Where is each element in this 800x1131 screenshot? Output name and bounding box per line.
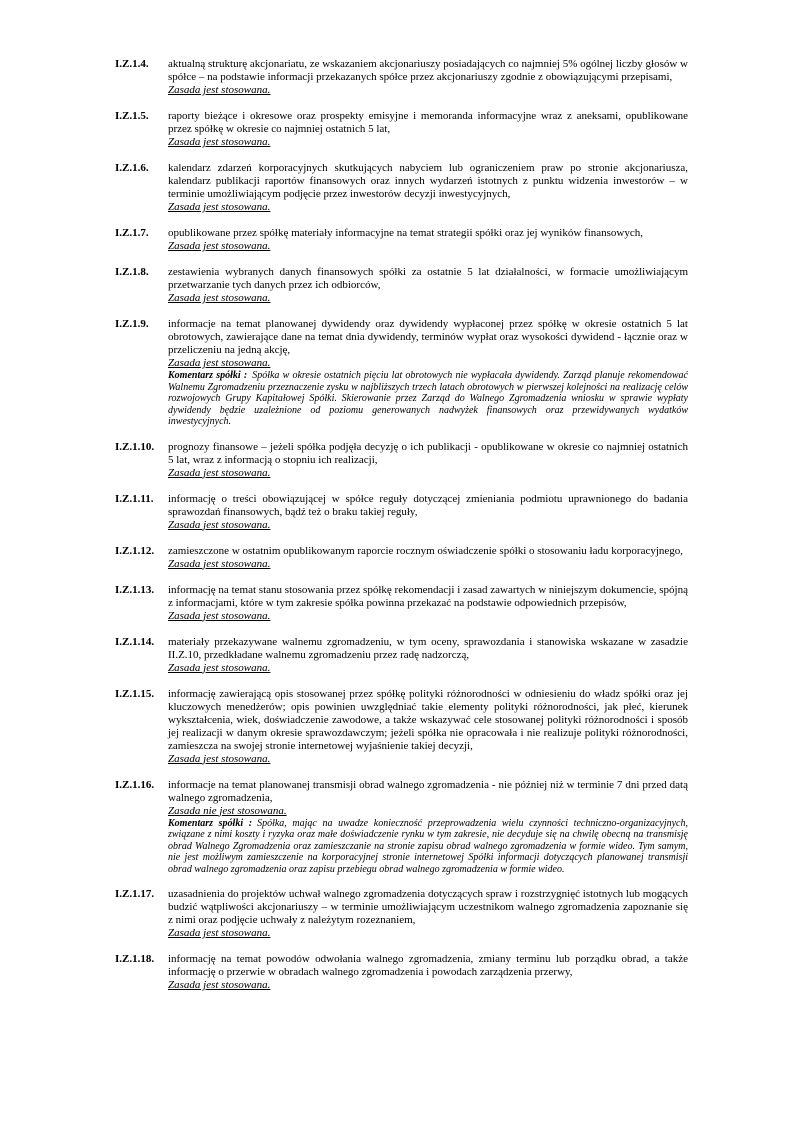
practice-item-body (168, 441, 688, 480)
comment-text: Spółka w okresie ostatnich pięciu lat obrotowych nie wypłacała dywidendy. Zarząd planuje rekomendować Walnemu Zgromadzeniu przeznaczenie zysku w najbliższych trzech latach obrotowych w pierwszej kolejności na realizację celów rozwojowych Grupy Kapitałowej Spółki. Skierowanie przez Zarząd do Walnego Zgromadzenia wniosku w sprawie wypłaty dywidendy będzie uzależnione od poziomu generowanych nadwyżek finansowych oraz przewidywanych wydatków inwestycyjnych. (168, 370, 688, 427)
practice-item-status: Zasada jest stosowana. (168, 752, 271, 765)
item-iz-1-6 (115, 162, 688, 214)
practice-item-number: I.Z.1.16. (115, 778, 155, 791)
practice-item-number: I.Z.1.10. (115, 440, 155, 453)
practice-item-text: aktualną strukturę akcjonariatu, ze wskazaniem akcjonariuszy posiadających co najmniej 5% ogólnej liczby głosów w spółce – na podstawie informacji przekazanych spółce przez akcjonariuszy zgodnie z obowiązującymi przepisami, (168, 58, 688, 83)
practice-item-status: Zasada jest stosowana. (168, 240, 271, 252)
practice-item-number: I.Z.1.11. (115, 492, 154, 505)
item-iz-1-4 (115, 58, 688, 97)
practice-item-comment (168, 370, 688, 428)
practice-item-text: zamieszczone w ostatnim opublikowanym raporcie rocznym oświadczenie spółki o stosowaniu ładu korporacyjnego, (168, 544, 684, 557)
practice-item-number: I.Z.1.7. (115, 227, 149, 239)
comment-text: Spółka, mając na uwadze konieczność przeprowadzenia wielu czynności techniczno-organizacyjnych, związane z nimi koszty i ryzyka oraz małe doświadczenie rynku w tym zakresie, nie decyduje się na chwilę obecną na transmisję obrad Walnego Zgromadzenia oraz zamieszczanie na stronie zapisu obrad walnego zgromadzenia w formie wideo. Tym samym, nie jest możliwym zamieszczenie na korporacyjnej stronie internetowej Spółki informacji dotyczących planowanej transmisji obrad walnego zgromadzenia oraz zapisu przebiegu obrad walnego zgromadzenia w formie wideo. (168, 817, 688, 875)
practice-item-body (168, 110, 688, 149)
practice-item-status: Zasada jest stosowana. (168, 557, 271, 570)
practice-item-number: I.Z.1.6. (115, 162, 149, 174)
item-iz-1-13 (115, 584, 688, 623)
practice-item-text: uzasadnienia do projektów uchwał walnego zgromadzenia dotyczących spraw i rozstrzygnięć istotnych lub mogących budzić wątpliwości akcjonariuszy – w terminie umożliwiającym uczestnikom walnego zgromadzenia zapoznanie się z nimi oraz podjęcie uchwały z należytym rozeznaniem, (168, 888, 688, 926)
practice-item-number: I.Z.1.13. (115, 583, 155, 596)
practice-item-text: materiały przekazywane walnemu zgromadzeniu, w tym oceny, sprawozdania i stanowiska wskazane w zasadzie II.Z.10, przedkładane walnemu zgromadzeniu przez radę nadzorczą, (168, 635, 688, 661)
practice-item-body (168, 162, 688, 214)
practice-item-number: I.Z.1.9. (115, 318, 149, 330)
practice-item-text: prognozy finansowe – jeżeli spółka podjęła decyzję o ich publikacji - opublikowane w okresie co najmniej ostatnich 5 lat, wraz z informacją o stopniu ich realizacji, (168, 440, 688, 466)
practice-item-number: I.Z.1.5. (115, 110, 149, 122)
practice-item-body (168, 953, 688, 992)
practice-item-text: zestawienia wybranych danych finansowych spółki za ostatnie 5 lat działalności, w formacie umożliwiającym przetwarzanie tych danych przez ich odbiorców, (168, 266, 688, 291)
practice-item-body (168, 266, 688, 305)
item-iz-1-12 (115, 545, 688, 571)
practice-item-body (168, 227, 688, 253)
item-iz-1-7 (115, 227, 688, 253)
practice-item-status: Zasada jest stosowana. (168, 518, 271, 531)
item-iz-1-9 (115, 318, 688, 428)
practice-item-text: opublikowane przez spółkę materiały informacyjne na temat strategii spółki oraz jej wyników finansowych, (168, 227, 643, 239)
item-iz-1-15 (115, 688, 688, 766)
item-iz-1-18 (115, 953, 688, 992)
item-iz-1-11 (115, 493, 688, 532)
practice-item-text: informację na temat stanu stosowania przez spółkę rekomendacji i zasad zawartych w niniejszym dokumencie, spójną z informacjami, które w tym zakresie spółka powinna przekazać na podstawie odpowiednich przepisów, (168, 583, 688, 609)
item-iz-1-17 (115, 888, 688, 940)
practice-item-number: I.Z.1.14. (115, 635, 155, 648)
practice-item-comment (168, 818, 688, 876)
practice-item-body (168, 545, 688, 571)
practice-item-status: Zasada jest stosowana. (168, 661, 271, 674)
practice-item-status: Zasada jest stosowana. (168, 136, 271, 148)
practice-item-number: I.Z.1.17. (115, 888, 155, 900)
practice-item-body (168, 636, 688, 675)
practice-item-number: I.Z.1.12. (115, 544, 155, 557)
practice-item-text: kalendarz zdarzeń korporacyjnych skutkujących nabyciem lub ograniczeniem praw po stronie akcjonariusza, kalendarz publikacji raportów finansowych oraz innych wydarzeń istotnych z punktu widzenia inwestorów – w terminie umożliwiającym podjęcie przez inwestorów decyzji inwestycyjnych, (168, 162, 688, 200)
practice-item-text: raporty bieżące i okresowe oraz prospekty emisyjne i memoranda informacyjne wraz z aneksami, opublikowane przez spółkę w okresie co najmniej ostatnich 5 lat, (168, 110, 688, 135)
practice-item-body (168, 779, 688, 876)
practice-item-status: Zasada jest stosowana. (168, 466, 271, 479)
item-iz-1-16 (115, 779, 688, 876)
practice-item-number: I.Z.1.15. (115, 687, 155, 700)
practice-item-text: informacje na temat planowanej dywidendy oraz dywidendy wypłaconej przez spółkę w okresie ostatnich 5 lat obrotowych, zawierające dane na temat dnia dywidendy, terminów wypłat oraz wysokości dywidend - łącznie oraz w przeliczeniu na jedną akcję, (168, 318, 688, 356)
practice-item-body (168, 493, 688, 532)
practice-item-body (168, 58, 688, 97)
practice-item-number: I.Z.1.8. (115, 266, 149, 278)
practice-item-status: Zasada jest stosowana. (168, 927, 271, 939)
practice-item-status: Zasada jest stosowana. (168, 609, 271, 622)
practice-item-status: Zasada jest stosowana. (168, 84, 271, 96)
item-iz-1-10 (115, 441, 688, 480)
practice-item-body (168, 688, 688, 766)
practice-item-status: Zasada jest stosowana. (168, 201, 271, 213)
comment-label: Komentarz spółki : (168, 817, 253, 829)
practice-item-body (168, 318, 688, 428)
item-iz-1-5 (115, 110, 688, 149)
practice-item-text: informację o treści obowiązującej w spółce reguły dotyczącej zmieniania podmiotu uprawnionego do badania sprawozdań finansowych, bądź też o braku takiej reguły, (168, 492, 688, 518)
practice-item-body (168, 888, 688, 940)
practice-item-number: I.Z.1.4. (115, 58, 149, 70)
practice-item-body (168, 584, 688, 623)
practice-item-status: Zasada jest stosowana. (168, 357, 271, 369)
practice-item-status: Zasada nie jest stosowana. (168, 804, 287, 817)
item-iz-1-14 (115, 636, 688, 675)
practice-item-status: Zasada jest stosowana. (168, 979, 271, 991)
item-iz-1-8 (115, 266, 688, 305)
practice-item-number: I.Z.1.18. (115, 953, 155, 965)
practice-item-text: informację na temat powodów odwołania walnego zgromadzenia, zmiany terminu lub porządku obrad, a także informację o przerwie w obradach walnego zgromadzenia i powodach zarządzenia przerwy, (168, 953, 688, 978)
practice-item-text: informacje na temat planowanej transmisji obrad walnego zgromadzenia - nie później niż w terminie 7 dni przed datą walnego zgromadzenia, (168, 778, 688, 804)
practice-item-text: informację zawierającą opis stosowanej przez spółkę polityki różnorodności w odniesieniu do władz spółki oraz jej kluczowych menedżerów; opis powinien uwzględniać takie elementy polityki różnorodności, jak płeć, kierunek wykształcenia, wiek, doświadczenie zawodowe, a także wskazywać cele stosowanej polityki różnorodności i sposób jej realizacji w danym okresie sprawozdawczym; jeżeli spółka nie opracowała i nie realizuje polityki różnorodności, zamieszcza na swojej stronie internetowej wyjaśnienie takiej decyzji, (168, 687, 688, 752)
comment-label: Komentarz spółki : (168, 370, 248, 381)
practice-item-status: Zasada jest stosowana. (168, 292, 271, 304)
